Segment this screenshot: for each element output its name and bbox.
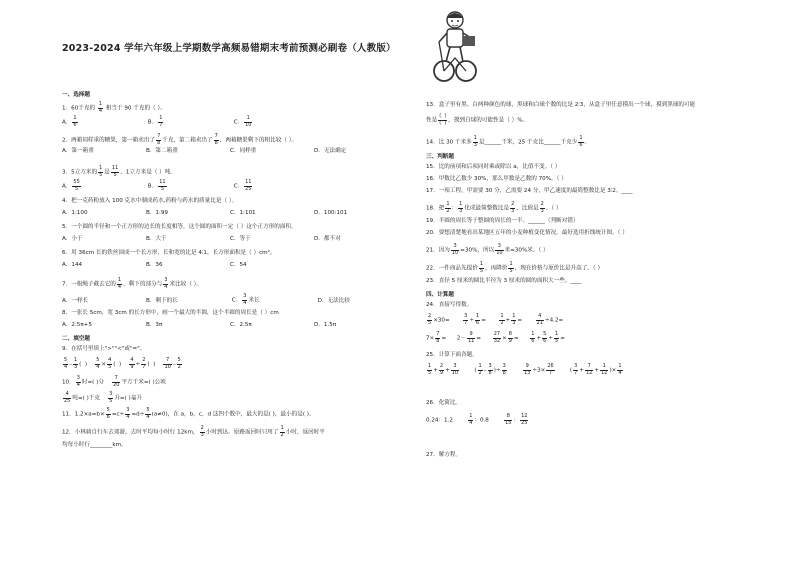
question-26: 26．化简比。 (426, 400, 462, 406)
question-12-line2: 均每小时行________km。 (62, 442, 127, 448)
question-23: 23．直径 5 厘米的圆比半径为 3 厘米的圆的面积大一些。____ (426, 278, 582, 284)
question-6-options: A．144 B．36 C．54 (62, 262, 247, 268)
question-5-options: A．小于 B．大于 C．等于 D．都不对 (62, 236, 341, 242)
question-1-options: A． $\frac{1}{6}$ B． $\frac{1}{7}$ C． $\frac{1}{10}$ (62, 115, 252, 128)
question-4-options: A．1:100 B．1:99 C．1:101 D．100:101 (62, 210, 348, 216)
question-21: 21．因为 $\frac{3}{10}$ =30%，所以 $\frac{3}{10}$ 米=30%米。（ ） (426, 243, 549, 256)
question-12: 12．小林骑自行车去郊游，去时平均每小时行 12km， $\frac{2}{3}$ 小时到达。原路返回时只用了 $\frac{1}{2}$ 小时，返回时平 (62, 425, 325, 438)
section-fill: 二、填空题 (62, 336, 90, 342)
section-calc: 四、计算题 (426, 292, 454, 298)
question-3-options: A． $\frac{55}{5}$ B． $\frac{11}{5}$ C． $\frac{11}{25}$ (62, 179, 252, 192)
question-7: 7．一根绳子截去它的 $\frac{1}{4}$ ，剩下的部分与 $\frac{3}{4}$ 米比较（ ）。 (62, 277, 202, 290)
question-27: 27．解方程。 (426, 452, 462, 458)
question-24: 24．直接写得数。 (426, 302, 473, 308)
question-2-options: A．第一箱重 B．第二箱重 C．同样重 D．无法确定 (62, 148, 347, 154)
question-2: 2．两箱同样重的糖果，第一箱卖出了 $\frac{7}{8}$ 千克，第二箱卖出了 $\frac{7}{8}$ ，两箱糖果剩下的相比较（ ）。 (62, 133, 298, 146)
question-17: 17．一项工程，甲需要 30 分，乙需要 24 分，甲乙速度的最简整数比是 3∶2。____ (426, 188, 633, 194)
question-13: 13．盒子里有黑、白两种颜色的球，黑球和白球个数的比是 2∶3，从盒子里任意摸出一个球，摸到黑球的可能 (426, 102, 696, 108)
question-6: 6．用 36cm 长的铁丝围成一个长方形，长和宽的比是 4∶1，长方形面积是（ ）cm²。 (62, 250, 276, 256)
boy-on-bicycle-illustration (430, 8, 480, 84)
section-judge: 三、判断题 (426, 154, 454, 160)
question-16: 16．甲数比乙数少 30%，那么甲数是乙数的 70%。（ ） (426, 176, 567, 182)
question-18: 18．把 $\frac{1}{2}$ ： $\frac{1}{3}$ 化成最简整数比是 $\frac{2}{3}$ ，比值是 $\frac{2}{3}$ 。（ ） (426, 201, 562, 214)
question-24-row2: 7× $\frac{7}{8}$ = 2－ $\frac{9}{11}$ = $\frac{27}{32}$ × $\frac{8}{9}$ = $\frac{1}{6}$ + $\frac{5}{6}$ + $\frac{1}{5}$ = (426, 331, 565, 344)
question-3: 3．5立方米的 $\frac{1}{5}$ 是 $\frac{11}{5}$ ，1立方米是（ ）吨。 (62, 165, 176, 178)
question-4: 4．把一克药粉放入 100 克水中制成药水,药粉与药水的质量比是（ ）。 (62, 198, 238, 204)
question-25: 25．计算下面各题。 (426, 352, 478, 358)
question-11: 11．1.2×a=b× $\frac{5}{6}$ =c÷ $\frac{3}{4}$ =d÷ $\frac{5}{4}$ (a≠0)，在 a，b，c，d 这四个数中，最大的是( )，最小的是( )。 (62, 407, 315, 420)
question-20: 20．要想清楚地看出某地区五年的小麦种植变化情况，最好选用折线统计图。（ ） (426, 230, 628, 236)
question-10: 10． $\frac{3}{4}$ 时=( )分 $\frac{7}{20}$ 平方千米=( )公顷 (62, 375, 166, 388)
question-8: 8．一张长 5cm，宽 3cm 的长方形中，画一个最大的半圆，这个半圆的周长是（ ）cm (62, 310, 279, 316)
section-choice: 一、选择题 (62, 92, 90, 98)
question-9-items: $\frac{5}{4}$ – $\frac{1}{3}$ ( ) $\frac{5}{4}$ × $\frac{4}{5}$ ( ) $\frac{4}{9}$ ÷ $\frac{2}{7}$ ( ) $\frac{7}{10}$ – $\frac{5}{2}$ (64, 357, 181, 370)
question-9: 9．在括号里填上">""<"或"="。 (62, 346, 146, 352)
question-7-options: A．一样长 B．剩下的长 C． $\frac{3}{4}$ 米长 D．无法比较 (62, 293, 350, 306)
question-19: 19．半圆的周长等于整圆的周长的一半。______（判断对错） (426, 218, 579, 224)
question-24-row1: $\frac{2}{5}$ ×30= $\frac{3}{7}$ ÷ $\frac{1}{6}$ = $\frac{1}{2}$ + $\frac{1}{3}$ = $\frac{4}{21}$ ÷4.2= (428, 313, 564, 326)
question-26-items: 0.24：1.2 $\frac{1}{4}$ ：0.8 $\frac{8}{15}$ ： $\frac{12}{25}$ (426, 413, 528, 426)
question-1: 1．60千克的 $\frac{1}{4}$ 相当于 90 千克的（ ）。 (62, 101, 166, 114)
exam-title: 2023-2024 学年六年级上学期数学高频易错期末考前预测必刷卷（人教版） (62, 43, 396, 54)
question-14: 14．比 30 千米多 $\frac{1}{3}$ 是______千米，25 千克比______千克少 $\frac{1}{6}$ 。 (426, 135, 591, 148)
question-22: 22．一件商品先提价 $\frac{1}{5}$ ，再降价 $\frac{1}{5}$ ，现在价格与原价比是升高了。（ ） (426, 261, 604, 274)
question-13-line2: 性是 $\frac{( )}{( )}$ ，摸到白球的可能性是（ ）%。 (426, 113, 529, 126)
question-15: 15．比的前项和后项同时乘或除以 a，比值不变。（ ） (426, 164, 561, 170)
question-25-items: $\frac{1}{5}$ + $\frac{2}{9}$ + $\frac{3}{10}$ ( $\frac{1}{2}$ – $\frac{3}{8}$ )÷ $\frac{3}{8}$ $\frac{9}{13}$ ÷3× $\frac{26}{7}$ ( $\frac{3}{7}$ + $\frac{7}{12}$ + $\frac{1}{12}$ )× $\frac{1}{4}$ (428, 363, 622, 376)
question-5: 5．一个圆的半径和一个正方形的边长的长度相等，这个圆的面积一定（ ）这个正方形的面积。 (62, 224, 297, 230)
question-8-options: A．2.5π+5 B．3π C．2.5π D．1.5π (62, 322, 337, 328)
question-10-line2: $\frac{4}{25}$ 吨=( )千克 $\frac{3}{5}$ 升=( )毫升 (64, 391, 142, 404)
fraction: $\frac{1}{4}$ (98, 101, 103, 114)
